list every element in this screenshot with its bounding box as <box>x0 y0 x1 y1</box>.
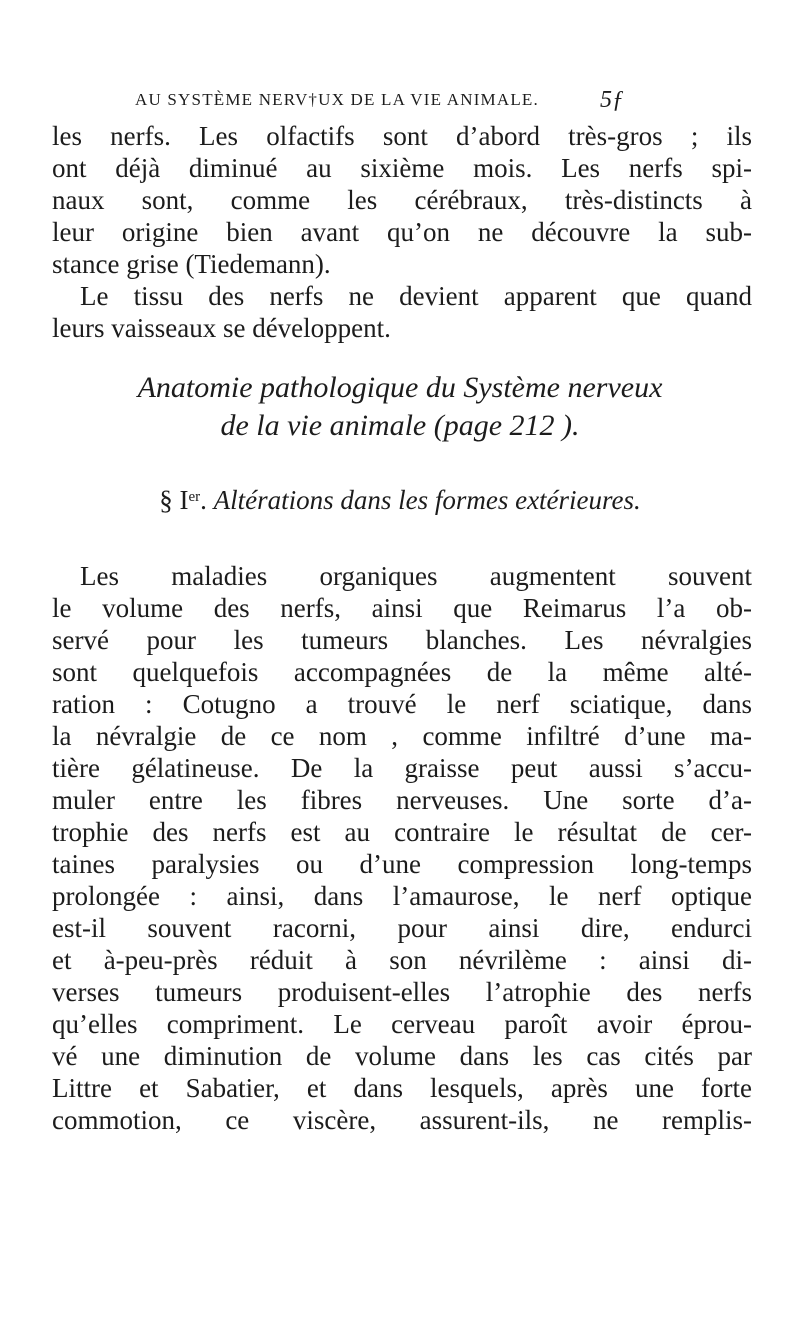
text-line: commotion, ce viscère, assurent-ils, ne remplis- <box>52 1105 752 1135</box>
text-line: verses tumeurs produisent-elles l’atrophie des nerfs <box>52 977 752 1007</box>
text-line: leurs vaisseaux se développent. <box>52 313 391 343</box>
chapter-heading-line2: de la vie animale (page 212 ). <box>220 409 580 442</box>
section-symbol: § I <box>159 485 189 515</box>
running-title: AU SYSTÈME NERV†UX DE LA VIE ANIMALE. <box>135 90 539 109</box>
text-line: sont quelquefois accompagnées de la même alté- <box>52 657 752 687</box>
text-line: muler entre les fibres nerveuses. Une sorte d’a- <box>52 785 752 815</box>
running-head <box>0 87 800 118</box>
text-line: les nerfs. Les olfactifs sont d’abord très-gros ; ils <box>52 121 752 151</box>
text-line: et à-peu-près réduit à son névrilème : ainsi di- <box>52 945 752 975</box>
text-line: Littre et Sabatier, et dans lesquels, après une forte <box>52 1073 752 1103</box>
text-line: Les maladies organiques augmentent souvent <box>80 561 752 591</box>
text-line: trophie des nerfs est au contraire le résultat de cer- <box>52 817 752 847</box>
text-line: vé une diminution de volume dans les cas cités par <box>52 1041 752 1071</box>
text-line: Le tissu des nerfs ne devient apparent que quand <box>80 281 752 311</box>
text-line: ration : Cotugno a trouvé le nerf sciatique, dans <box>52 689 752 719</box>
text-line: qu’elles compriment. Le cerveau paroît avoir éprou- <box>52 1009 752 1039</box>
text-line: tière gélatineuse. De la graisse peut aussi s’accu- <box>52 753 752 783</box>
text-line: prolongée : ainsi, dans l’amaurose, le nerf optique <box>52 881 752 911</box>
chapter-heading-line1: Anatomie pathologique du Système nerveux <box>137 371 663 404</box>
text-line: servé pour les tumeurs blanches. Les névralgies <box>52 625 752 655</box>
section-title-text: Altérations dans les formes extérieures. <box>213 485 641 515</box>
text-line: stance grise (Tiedemann). <box>52 249 331 279</box>
text-line: taines paralysies ou d’une compression long-temps <box>52 849 752 879</box>
text-line: le volume des nerfs, ainsi que Reimarus l’a ob- <box>52 593 752 623</box>
text-line: la névralgie de ce nom , comme infiltré d’une ma- <box>52 721 752 751</box>
text-line: leur origine bien avant qu’on ne découvre la sub- <box>52 217 752 247</box>
section-superscript: er <box>188 489 201 505</box>
text-line: naux sont, comme les cérébraux, très-distincts à <box>52 185 752 215</box>
section-dot: . <box>200 485 207 515</box>
text-line: ont déjà diminué au sixième mois. Les nerfs spi- <box>52 153 752 183</box>
page-number: 5ƒ <box>600 87 624 113</box>
section-title <box>0 480 800 517</box>
text-line: est-il souvent racorni, pour ainsi dire, endurci <box>52 913 752 943</box>
